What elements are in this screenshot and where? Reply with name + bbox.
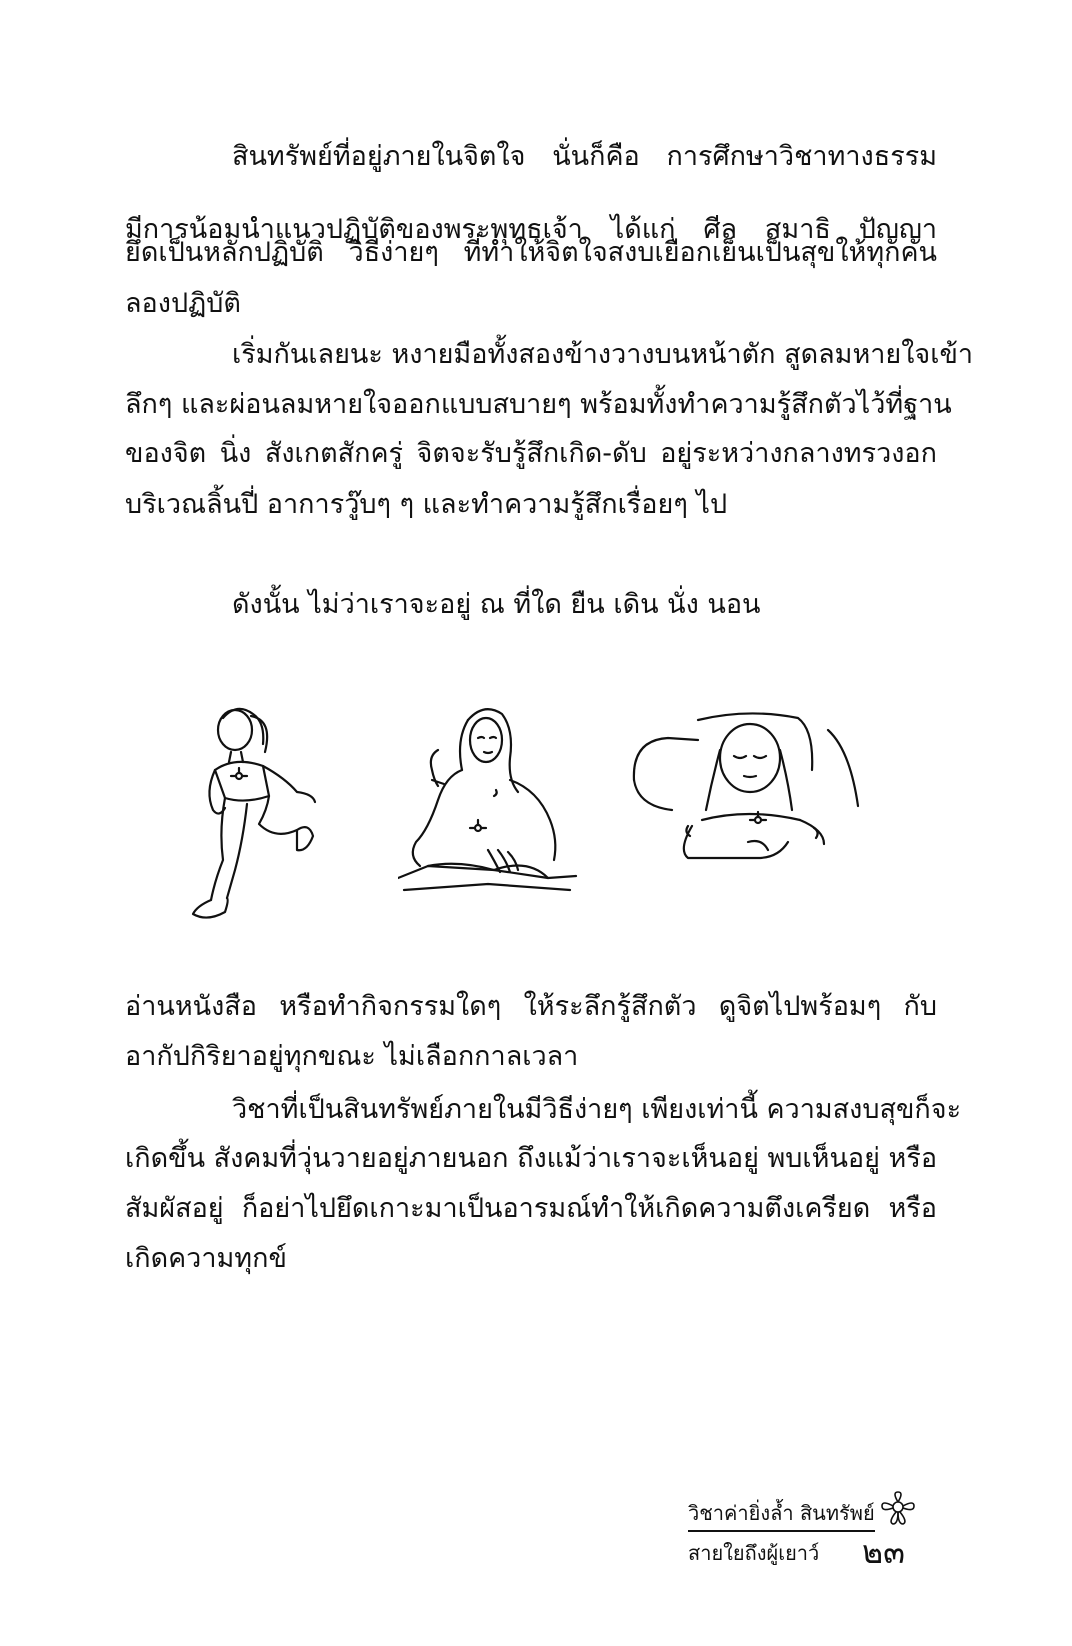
flower-icon — [878, 1490, 918, 1526]
paragraph-5-line-1: วิชาที่เป็นสินทรัพย์ภายในมีวิธีง่ายๆ เพียงเท่านี้ ความสงบสุขก็จะ — [232, 1094, 962, 1125]
footer-book-subtitle: สายใยถึงผู้เยาว์ — [688, 1541, 820, 1565]
page-number: ๒๓ — [862, 1533, 905, 1571]
paragraph-1-line-4: ลองปฏิบัติ — [125, 288, 241, 319]
paragraph-4-line-1: อ่านหนังสือ หรือทำกิจกรรมใดๆ ให้ระลึกรู้สึกตัว ดูจิตไปพร้อมๆ กับ — [125, 991, 937, 1022]
walking-girl-icon — [185, 700, 335, 930]
paragraph-2-line-3: ของจิต นิ่ง สังเกตสักครู่ จิตจะรับรู้สึกเกิด-ดับ อยู่ระหว่างกลางทรวงอก — [125, 438, 937, 469]
footer-book-title: วิชาค่ายิ่งล้ำ สินทรัพย์ — [688, 1500, 875, 1532]
paragraph-2-line-1: เริ่มกันเลยนะ หงายมือทั้งสองข้างวางบนหน้าตัก สูดลมหายใจเข้า — [232, 339, 974, 370]
paragraph-3-line-1: ดังนั้น ไม่ว่าเราจะอยู่ ณ ที่ใด ยืน เดิน นั่ง นอน — [232, 589, 761, 620]
reading-girl-icon — [398, 700, 578, 900]
paragraph-1-line-2: มีการน้อมนำแนวปฏิบัติของพระพุทธเจ้า ได้แก่ ศีล สมาธิ ปัญญา — [125, 214, 937, 245]
paragraph-5-line-3: สัมผัสอยู่ ก็อย่าไปยึดเกาะมาเป็นอารมณ์ทำให้เกิดความตึงเครียด หรือ — [125, 1193, 937, 1224]
paragraph-2-line-4: บริเวณลิ้นปี่ อาการวู๊บๆ ๆ และทำความรู้สึกเรื่อยๆ ไป — [125, 489, 728, 520]
paragraph-4-line-2: อากัปกิริยาอยู่ทุกขณะ ไม่เลือกกาลเวลา — [125, 1041, 579, 1072]
paragraph-1-line-3: ยึดเป็นหลักปฏิบัติ วิธีง่ายๆ ที่ทำให้จิตใจสงบเยือกเย็นเป็นสุขให้ทุกคน — [125, 237, 937, 268]
paragraph-1-line-1: สินทรัพย์ที่อยู่ภายในจิตใจ นั่นก็คือ การศึกษาวิชาทางธรรม — [232, 141, 937, 172]
sleeping-girl-icon — [628, 710, 868, 870]
paragraph-2-line-2: ลึกๆ และผ่อนลมหายใจออกแบบสบายๆ พร้อมทั้งทำความรู้สึกตัวไว้ที่ฐาน — [125, 389, 952, 420]
paragraph-5-line-2: เกิดขึ้น สังคมที่วุ่นวายอยู่ภายนอก ถึงแม้ว่าเราจะเห็นอยู่ พบเห็นอยู่ หรือ — [125, 1143, 938, 1174]
paragraph-5-line-4: เกิดความทุกข์ — [125, 1243, 287, 1274]
